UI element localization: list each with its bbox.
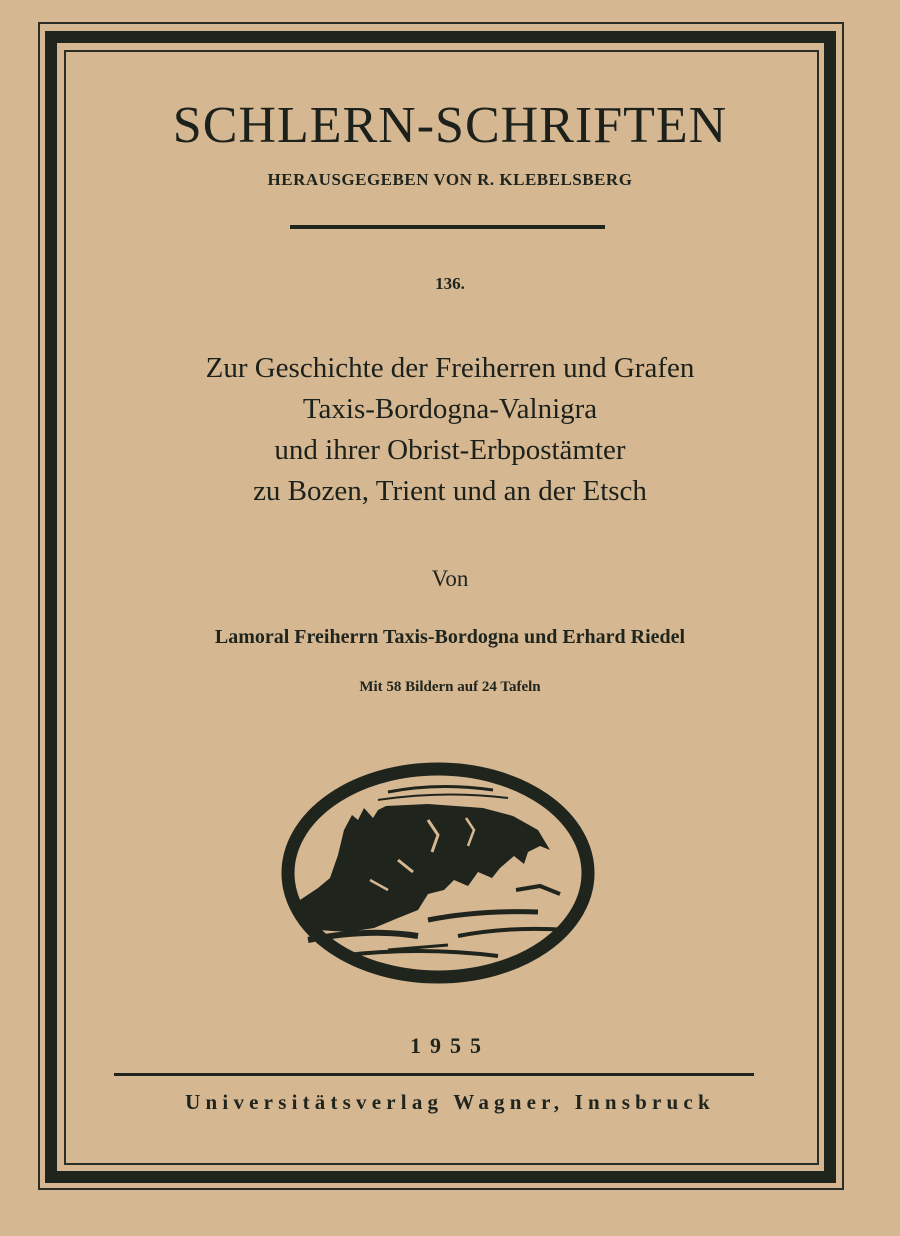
volume-number: 136. [435,274,465,293]
title-line-2: Taxis-Bordogna-Valnigra [302,393,598,425]
title-line-4: zu Bozen, Trient und an der Etsch [253,475,647,507]
schlern-mountain-emblem-icon [278,760,598,986]
title-line-3: und ihrer Obrist-Erbpostämter [274,434,626,466]
series-editor: HERAUSGEGEBEN VON R. KLEBELSBERG [267,170,633,189]
authors: Lamoral Freiherrn Taxis-Bordogna und Erhard Riedel [214,626,686,648]
bottom-rule [114,1073,754,1076]
illustrations-note: Mit 58 Bildern auf 24 Tafeln [359,679,541,695]
inner-border [64,50,819,1165]
top-rule [290,225,605,229]
title-line-1: Zur Geschichte der Freiherren und Grafen [205,352,695,384]
publication-year: 1955 [410,1033,490,1058]
publisher: Universitätsverlag Wagner, Innsbruck [185,1090,715,1114]
series-title: SCHLERN-SCHRIFTEN [172,97,728,154]
by-label: Von [431,566,469,591]
book-title [0,348,900,512]
